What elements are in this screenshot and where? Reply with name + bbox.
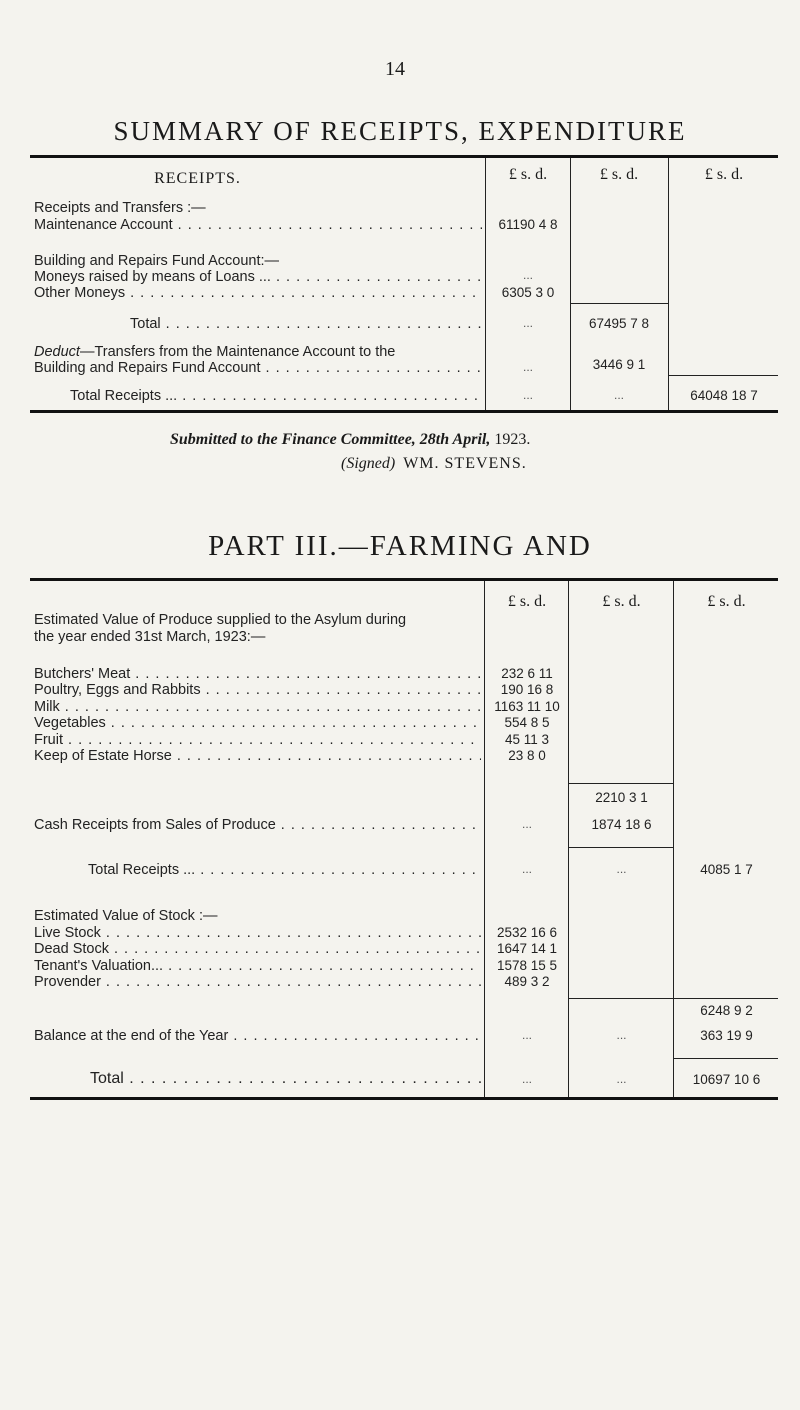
table2-bottom-rule — [30, 1097, 778, 1100]
table2-col-divider-3 — [673, 581, 674, 1018]
deduct-amount: 3446 9 1 — [592, 357, 646, 372]
stock-item-amount: 2532 16 6 — [496, 925, 558, 940]
table1-total-receipts-ellipsis-2: ... — [613, 388, 624, 402]
table1-col-divider-2 — [570, 158, 571, 383]
table2-col2-header: £ s. d. — [602, 593, 641, 610]
signed-label: (Signed) — [341, 455, 396, 472]
loans-ellipsis: ... — [522, 268, 533, 282]
table1-total-receipts-label: Total Receipts ... . . . — [70, 388, 482, 404]
cash-receipts-amount: 1874 18 6 — [591, 817, 652, 832]
stock-item-amount: 489 3 2 — [504, 974, 550, 990]
produce-item-label: Fruit . . . — [34, 732, 481, 748]
produce-item-amount: 23 8 0 — [508, 748, 546, 763]
other-moneys-amount: 6305 3 0 — [501, 285, 555, 300]
submitted-year: 1923. — [494, 431, 531, 448]
stock-item-amount: 1578 15 5 — [496, 957, 558, 973]
stock-rule-col2 — [568, 998, 673, 999]
produce-item-amount: 190 16 8 — [500, 682, 554, 698]
table1-col-divider-2b — [570, 383, 571, 410]
deduct-word: Deduct — [34, 344, 80, 360]
produce-item-amount: 1163 11 10 — [494, 698, 560, 714]
table2-total-ellipsis-2: ... — [616, 1072, 627, 1086]
stock-item-label: Provender . . . — [34, 974, 481, 990]
balance-ellipsis-1: ... — [521, 1028, 532, 1042]
balance-amount: 363 19 9 — [700, 1028, 753, 1043]
table2-total-receipts-amount: 4085 1 7 — [700, 862, 753, 877]
produce-item-amount: 45 11 3 — [504, 731, 550, 747]
deduct-line1 — [34, 344, 395, 360]
table2-total-amount: 10697 10 6 — [692, 1072, 761, 1087]
table2-top-rule — [30, 578, 778, 581]
table1-heading: RECEIPTS. — [154, 170, 241, 187]
balance-rule — [673, 1058, 778, 1059]
maintenance-account-label: Maintenance Account . . . — [34, 217, 482, 233]
table1-total-receipts-ellipsis-1: ... — [522, 388, 533, 402]
table1-col1-header: £ s. d. — [508, 166, 548, 183]
table1-col-divider-3b — [668, 383, 669, 410]
table2-col-divider-1 — [484, 581, 485, 1018]
produce-intro-line1: Estimated Value of Produce supplied to the Asylum during — [34, 612, 407, 628]
table2-total-label: Total . . . — [90, 1070, 481, 1088]
other-moneys-label: Other Moneys . . . — [34, 285, 482, 301]
produce-item-label: Milk . . . — [34, 699, 481, 715]
building-repairs-header: Building and Repairs Fund Account:— — [34, 253, 280, 269]
table1-col-divider-3 — [668, 158, 669, 383]
page-title: SUMMARY OF RECEIPTS, EXPENDITURE — [113, 116, 687, 146]
table1-rule-col2 — [570, 303, 668, 304]
signature-line — [341, 455, 527, 473]
produce-intro-line2: the year ended 31st March, 1923:— — [34, 629, 266, 645]
receipts-transfers-header: Receipts and Transfers :— — [34, 200, 206, 216]
table1-bottom-rule — [30, 410, 778, 413]
balance-ellipsis-2: ... — [616, 1028, 627, 1042]
loans-label: Moneys raised by means of Loans ... . . . — [34, 269, 482, 285]
page-number: 14 — [385, 58, 405, 80]
signed-name: WM. STEVENS. — [403, 455, 527, 472]
maintenance-account-amount: 61190 4 8 — [498, 217, 558, 232]
table2-total-receipts-ellipsis-2: ... — [616, 862, 627, 876]
table2-col-divider-2b — [568, 1018, 569, 1098]
stock-item-label: Tenant's Valuation... . . . — [34, 958, 481, 974]
table1-col3-header: £ s. d. — [704, 166, 744, 183]
produce-item-amount: 232 6 11 — [501, 666, 553, 681]
produce-item-amount: 554 8 5 — [504, 715, 550, 731]
cash-receipts-label: Cash Receipts from Sales of Produce . . . — [34, 817, 481, 833]
stock-header: Estimated Value of Stock :— — [34, 908, 218, 924]
table1-top-rule — [30, 155, 778, 158]
deduct-text: —Transfers from the Maintenance Account to the — [79, 344, 396, 360]
produce-rule — [568, 783, 673, 784]
table2-total-ellipsis-1: ... — [521, 1072, 532, 1086]
table2-total-receipts-label: Total Receipts ... . . . — [88, 862, 481, 878]
produce-total-amount: 2210 3 1 — [595, 790, 648, 805]
table1-rule-col3 — [668, 375, 778, 376]
table2-col-divider-1b — [484, 1018, 485, 1098]
submitted-statement: Submitted to the Finance Committee, 28th April, — [170, 431, 491, 448]
table1-total-receipts-amount: 64048 18 7 — [690, 388, 758, 403]
table1-total-amount: 67495 7 8 — [588, 316, 650, 331]
deduct-ellipsis: ... — [522, 360, 533, 374]
table2-col3-header: £ s. d. — [707, 593, 746, 610]
table2-total-receipts-ellipsis-1: ... — [521, 862, 532, 876]
table2-col1-header: £ s. d. — [507, 593, 547, 610]
table2-col-divider-2 — [568, 581, 569, 1018]
table1-total-ellipsis: ... — [522, 316, 533, 330]
produce-item-label: Poultry, Eggs and Rabbits . . . — [34, 682, 481, 698]
cash-rule — [568, 847, 673, 848]
stock-item-amount: 1647 14 1 — [496, 941, 558, 957]
table1-col2-header: £ s. d. — [599, 166, 639, 183]
table1-total-label: Total . . . — [130, 316, 482, 332]
stock-item-label: Dead Stock . . . — [34, 941, 481, 957]
table1-col-divider-1b — [485, 383, 486, 410]
produce-item-label: Butchers' Meat . . . — [34, 666, 481, 682]
balance-label: Balance at the end of the Year . . . — [34, 1028, 481, 1044]
stock-total-amount: 6248 9 2 — [700, 1003, 753, 1018]
produce-item-label: Vegetables . . . — [34, 715, 481, 731]
part-title: PART III.—FARMING AND — [208, 530, 592, 562]
stock-item-label: Live Stock . . . — [34, 925, 481, 941]
stock-rule-col3 — [673, 998, 778, 999]
produce-item-label: Keep of Estate Horse . . . — [34, 748, 481, 764]
deduct-line2: Building and Repairs Fund Account . . . — [34, 360, 482, 376]
cash-receipts-ellipsis: ... — [521, 817, 532, 831]
submitted-text — [170, 431, 530, 449]
